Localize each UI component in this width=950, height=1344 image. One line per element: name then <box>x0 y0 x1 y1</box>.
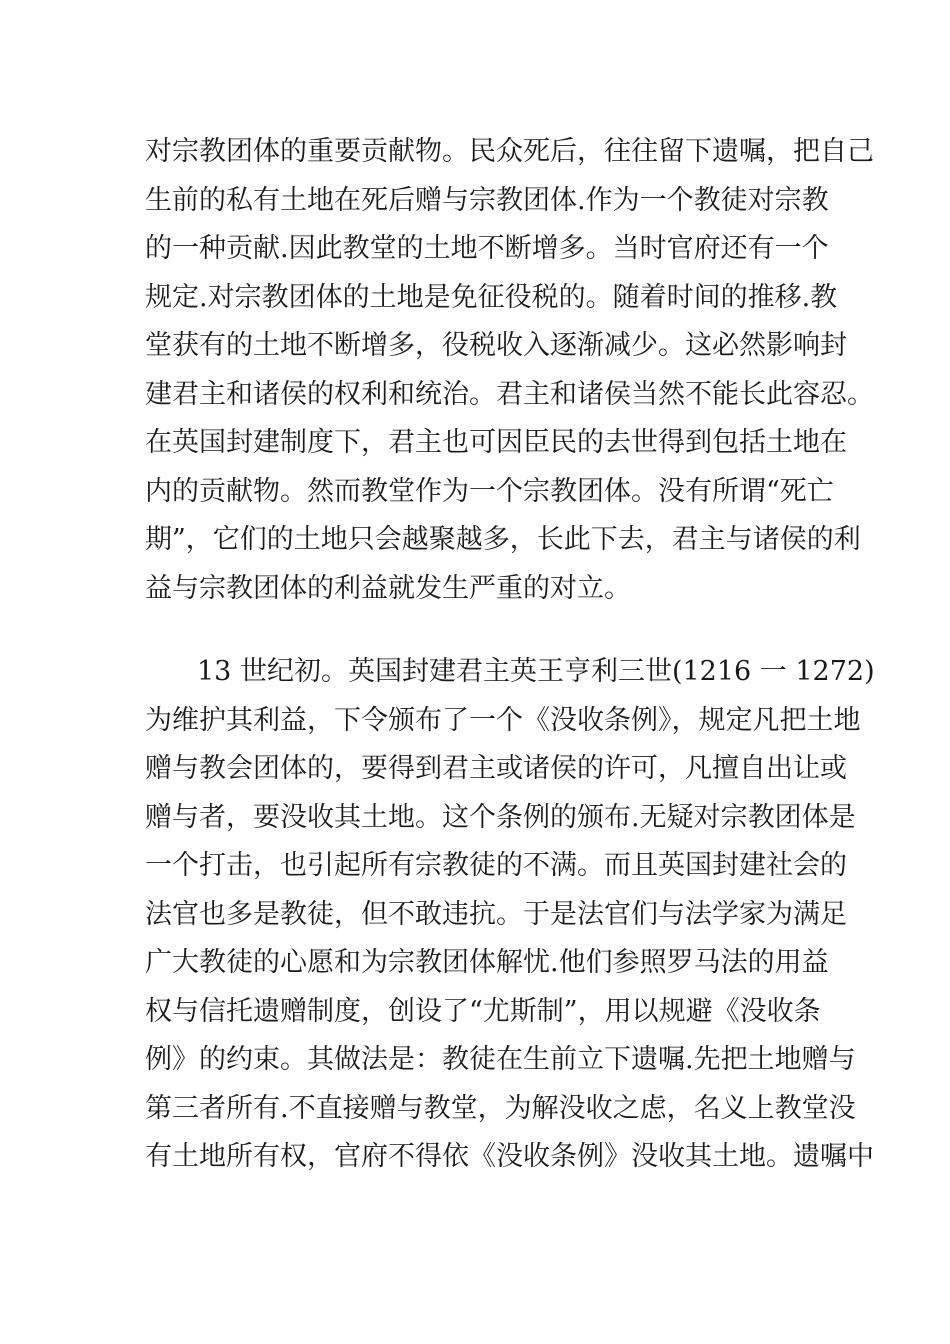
text-line: 对宗教团体的重要贡献物。民众死后，往往留下遗嘱，把自己 <box>145 136 874 167</box>
text-line: 规定.对宗教团体的土地是免征役税的。随着时间的推移.教 <box>145 281 838 313</box>
text-line: 期”，它们的土地只会越聚越多，长此下去，君主与诸侯的利 <box>145 524 861 555</box>
text-line-indented: 13 世纪初。英国封建君主英王亨利三世(1216 一 1272) <box>197 656 875 687</box>
text-line: 的一种贡献.因此教堂的土地不断增多。当时官府还有一个 <box>145 233 829 264</box>
text-line: 权与信托遗赠制度，创设了“尤斯制”，用以规避《没收条 <box>145 995 821 1027</box>
text-line: 建君主和诸侯的权利和统治。君主和诸侯当然不能长此容忍。 <box>145 378 874 410</box>
text-line: 在英国封建制度下，君主也可因臣民的去世得到包括土地在 <box>145 427 847 458</box>
text-line: 堂获有的土地不断增多，役税收入逐渐减少。这必然影响封 <box>145 330 847 361</box>
paragraph-2 <box>145 648 875 1182</box>
text-line: 益与宗教团体的利益就发生严重的对立。 <box>145 572 631 604</box>
text-line: 内的贡献物。然而教堂作为一个宗教团体。没有所谓“死亡 <box>145 475 834 507</box>
text-line: 生前的私有土地在死后赠与宗教团体.作为一个教徒对宗教 <box>145 184 829 216</box>
paragraph-1 <box>145 128 874 613</box>
text-line: 广大教徒的心愿和为宗教团体解忧.他们参照罗马法的用益 <box>145 947 829 978</box>
text-line: 赠与者，要没收其土地。这个条例的颁布.无疑对宗教团体是 <box>145 801 856 833</box>
text-line: 例》的约束。其做法是：教徒在生前立下遗嘱.先把土地赠与 <box>145 1044 856 1075</box>
text-line: 有土地所有权，官府不得依《没收条例》没收其土地。遗嘱中 <box>145 1141 874 1172</box>
text-line: 赠与教会团体的，要得到君主或诸侯的许可，凡擅自出让或 <box>145 753 847 784</box>
text-line: 一个打击，也引起所有宗教徒的不满。而且英国封建社会的 <box>145 850 847 881</box>
text-line: 法官也多是教徒，但不敢违抗。于是法官们与法学家为满足 <box>145 898 847 930</box>
text-line: 第三者所有.不直接赠与教堂，为解没收之虑，名义上教堂没 <box>145 1092 856 1124</box>
text-line: 为维护其利益，下令颁布了一个《没收条例》，规定凡把土地 <box>145 704 861 736</box>
